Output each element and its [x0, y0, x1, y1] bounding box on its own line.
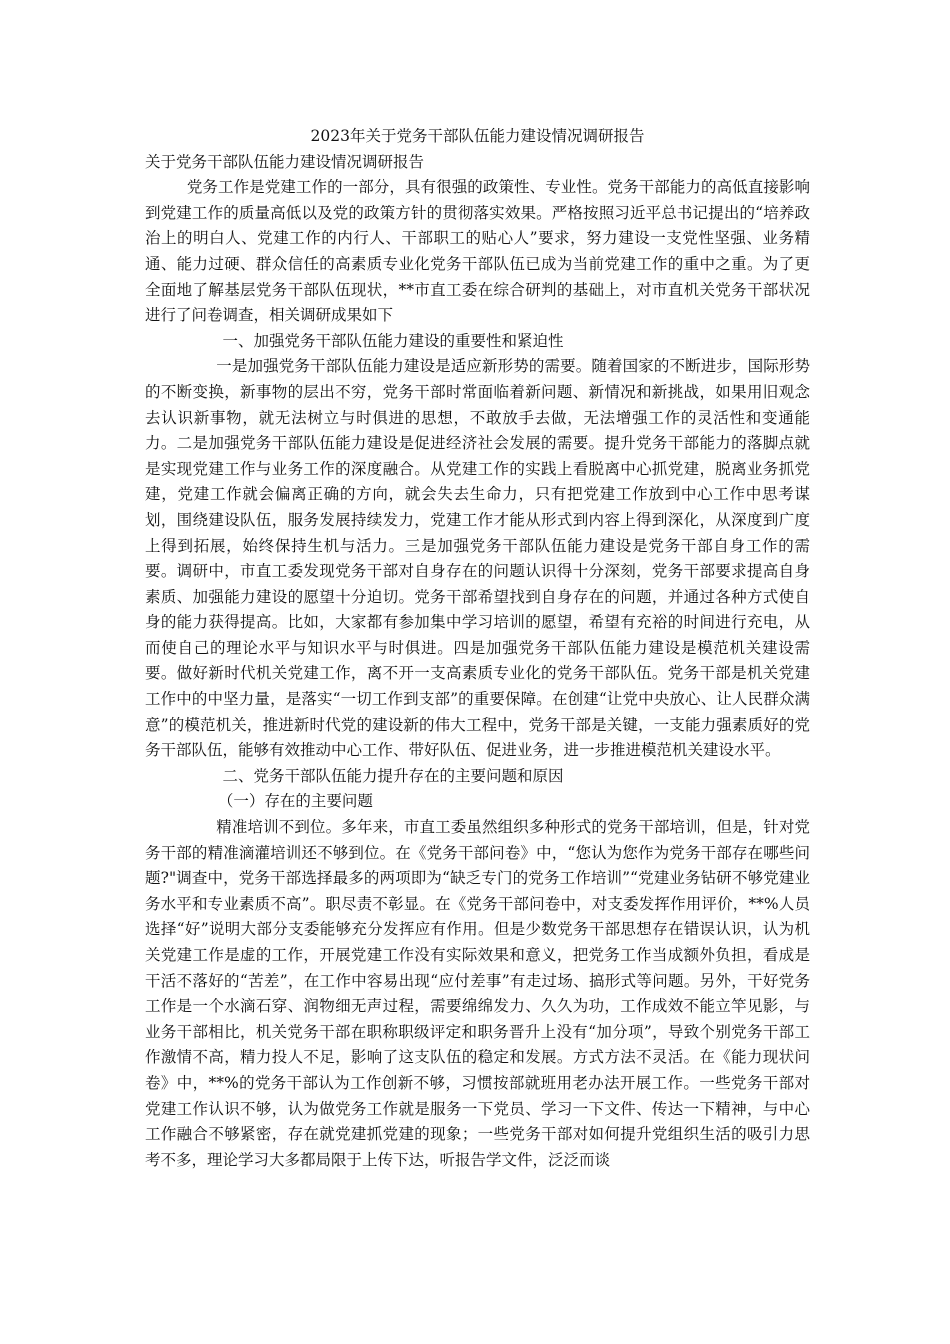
section2-paragraph: 精准培训不到位。多年来，市直工委虽然组织多种形式的党务干部培训，但是，针对党务干部的精准滴灌培训还不够到位。在《党务干部问卷》中，“您认为您作为党务干部存在哪些问题?"调查中，党务干部选择最多的两项即为“缺乏专门的党务工作培训”“党建业务钻研不够党建业务水平和专业素质不高”。职尽责不彰显。在《党务干部问卷中，对支委发挥作用评价，**%人员选择“好”说明大部分支委能够充分发挥应有作用。但是少数党务干部思想存在错误认识，认为机关党建工作是虚的工作，开展党建工作没有实际效果和意义，把党务工作当成额外负担，看成是干活不落好的“苦差”，在工作中容易出现“应付差事”有走过场、搞形式等问题。另外，干好党务工作是一个水滴石穿、润物细无声过程，需要绵绵发力、久久为功，工作成效不能立竿见影，与业务干部相比，机关党务干部在职称职级评定和职务晋升上没有“加分项”，导致个别党务干部工作激情不高，精力投人不足，影响了这支队伍的稳定和发展。方式方法不灵活。在《能力现状问卷》中，**%的党务干部认为工作创新不够，习惯按部就班用老办法开展工作。一些党务干部对党建工作认识不够，认为做党务工作就是服务一下党员、学习一下文件、传达一下精神，与中心工作融合不够紧密，存在就党建抓党建的现象；一些党务干部对如何提升党组织生活的吸引力思考不多，理论学习大多都局限于上传下达，听报告学文件，泛泛而谈 [145, 818, 810, 1169]
section1-paragraph: 一是加强党务干部队伍能力建设是适应新形势的需要。随着国家的不断进步，国际形势的不断变换，新事物的层出不穷，党务干部时常面临着新问题、新情况和新挑战，如果用旧观念去认识新事物，就无法树立与时俱进的思想，不敢放手去做，无法增强工作的灵活性和变通能力。二是加强党务干部队伍能力建设是促进经济社会发展的需要。提升党务干部能力的落脚点就是实现党建工作与业务工作的深度融合。从党建工作的实践上看脱离中心抓党建，脱离业务抓党建，党建工作就会偏离正确的方向，就会失去生命力，只有把党建工作放到中心工作中思考谋划，围绕建设队伍，服务发展持续发力，党建工作才能从形式到内容上得到深化，从深度到广度上得到拓展，始终保持生机与活力。三是加强党务干部队伍能力建设是党务干部自身工作的需要。调研中，市直工委发现党务干部对自身存在的问题认识得十分深刻，党务干部要求提高自身素质、加强能力建设的愿望十分迫切。党务干部希望找到自身存在的问题，并通过各种方式使自身的能力获得提高。比如，大家都有参加集中学习培训的愿望，希望有充裕的时间进行充电，从而使自己的理论水平与知识水平与时俱进。四是加强党务干部队伍能力建设是模范机关建设需要。做好新时代机关党建工作，离不开一支高素质专业化的党务干部队伍。党务干部是机关党建工作中的中坚力量，是落实“一切工作到支部”的重要保障。在创建“让党中央放心、让人民群众满意”的模范机关，推进新时代党的建设新的伟大工程中，党务干部是关键，一支能力强素质好的党务干部队伍，能够有效推动中心工作、带好队伍、促进业务，进一步推进模范机关建设水平。 [145, 357, 810, 760]
document-title: 2023年关于党务干部队伍能力建设情况调研报告 [310, 127, 645, 145]
section2-heading: 二、党务干部队伍能力提升存在的主要问题和原因 [222, 766, 564, 785]
intro-paragraph: 党务工作是党建工作的一部分，具有很强的政策性、专业性。党务干部能力的高低直接影响到党建工作的质量高低以及党的政策方针的贯彻落实效果。严格按照习近平总书记提出的“培养政治上的明白人、党建工作的内行人、干部职工的贴心人”要求，努力建设一支党性坚强、业务精通、能力过硬、群众信任的高素质专业化党务干部队伍已成为当前党建工作的重中之重。为了更全面地了解基层党务干部队伍现状，**市直工委在综合研判的基础上，对市直机关党务干部状况进行了问卷调查，相关调研成果如下 [145, 178, 810, 325]
section1-heading: 一、加强党务干部队伍能力建设的重要性和紧迫性 [222, 331, 564, 350]
document-page [145, 124, 810, 1173]
section2-subheading: （一）存在的主要问题 [217, 792, 373, 811]
document-subtitle: 关于党务干部队伍能力建设情况调研报告 [145, 152, 425, 171]
